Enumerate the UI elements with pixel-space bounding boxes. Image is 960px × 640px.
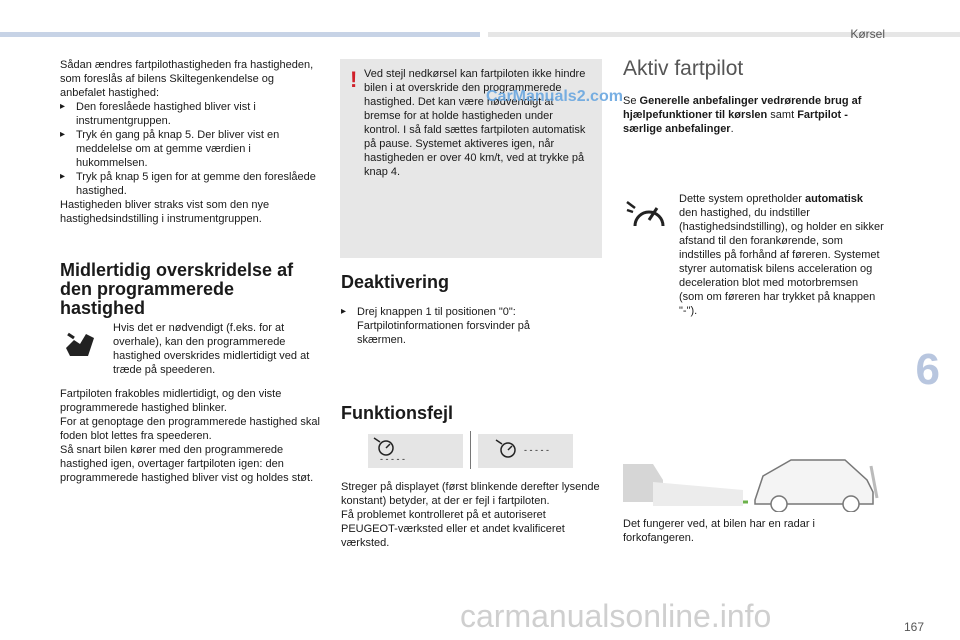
paragraph: Så snart bilen kører med den programmerede hastighed igen, overtager fartpiloten igen: den programmerede hastighed bliver vist og holdes støt. — [60, 444, 314, 484]
intro-text: Sådan ændres fartpilothastigheden fra hastigheden, som foreslås af bilens Skiltegenkendelse og anbefalet hastighed: — [60, 59, 314, 99]
override-paragraphs — [60, 387, 325, 485]
exclamation-icon: ! — [350, 67, 358, 92]
heading-deaktivering: Deaktivering — [341, 272, 450, 292]
bold-reference: Fartpilot - særlige anbefalinger — [623, 109, 848, 135]
page-number: 167 — [903, 620, 924, 634]
bold-reference: Generelle anbefalinger vedrørende brug af hjælpefunktioner til kørslen — [623, 95, 862, 121]
dashes-display: - - - - - — [380, 454, 405, 464]
text: . — [730, 123, 734, 135]
header-bar — [0, 32, 480, 37]
outro-text: Hastigheden bliver straks vist som den nye hastighedsindstilling i instrumentgruppen. — [60, 199, 270, 225]
text: Dette system opretholder — [679, 193, 805, 205]
list-item: ▸ Den foreslåede hastighed bliver vist i instrumentgruppen. — [60, 100, 322, 128]
list-item: ▸ Drej knappen 1 til positionen "0": Fartpilotinformationen forsvinder på skærmen. — [341, 305, 581, 347]
paragraph: For at genoptage den programmerede hastighed skal foden blot lettes fra speederen. — [60, 416, 320, 442]
bold-text: automatisk — [804, 193, 864, 205]
text: den hastighed, du indstiller (hastighedsindstilling), og holder en sikker afstand til den forankørende, som indstilles på forhånd af føreren. Systemet styrer automatisk bilens acceleration og deceleration blot med motorbremsen (som om føreren har trykket på knappen "-"). — [679, 207, 884, 317]
display-blinking — [368, 434, 463, 468]
header-bar-right — [488, 32, 960, 37]
divider — [470, 431, 471, 469]
paragraph: Streger på displayet (først blinkende derefter lysende konstant) betyder, at der er fejl i fartpiloten. — [341, 481, 600, 507]
paragraph: Fartpiloten frakobles midlertidigt, og den viste programmerede hastighed blinker. — [60, 388, 282, 414]
heading-funktionsfejl: Funktionsfejl — [341, 403, 453, 423]
heading-aktiv-fartpilot: Aktiv fartpilot — [623, 57, 744, 80]
chapter-number: 6 — [915, 345, 940, 394]
text: Se — [623, 95, 640, 107]
bullet-list — [60, 100, 322, 198]
watermark: CarManuals2.com — [486, 88, 623, 105]
paragraph: Få problemet kontrolleret på et autoriseret PEUGEOT-værksted eller et andet kvalificeret værksted. — [341, 509, 565, 549]
foot-pedal-icon — [60, 326, 100, 362]
list-item: ▸ Tryk én gang på knap 5. Der bliver vist en meddelelse om at gemme værdien i hukommelsen. — [60, 128, 322, 170]
car-radar-illustration — [623, 452, 885, 512]
footer-watermark: carmanualsonline.info — [460, 598, 772, 634]
list-item: ▸ Tryk på knap 5 igen for at gemme den foreslåede hastighed. — [60, 170, 322, 198]
section-title: Kørsel — [850, 27, 885, 41]
funktionsfejl-text — [341, 480, 601, 550]
warning-text: Ved stejl nedkørsel kan fartpiloten ikke hindre bilen i at overskride den programmerede hastighed. Det kan være nødvendigt at bremse for at holde hastigheden under kontrol. I så fald sættes fartpiloten automatisk på pause. Systemet aktiveres igen, når hastigheden er over 40 km/t, ved at trykke på knap 4. — [364, 68, 586, 178]
heading-override: Midlertidig overskridelse af den programmerede hastighed — [60, 260, 294, 318]
deaktivering-block — [341, 305, 581, 347]
reference-text — [623, 94, 885, 136]
column-left — [60, 58, 322, 226]
display-steady — [478, 434, 573, 468]
override-text: Hvis det er nødvendigt (f.eks. for at overhale), kan den programmerede hastighed overskrides midlertidigt ved at træde på speederen. — [113, 322, 310, 376]
car-caption: Det fungerer ved, at bilen har en radar i forkofangeren. — [623, 518, 816, 544]
system-text — [679, 192, 884, 318]
speedometer-cruise-icon — [625, 196, 669, 232]
text: samt — [767, 109, 798, 121]
dashes-display: - - - - - — [524, 445, 549, 455]
